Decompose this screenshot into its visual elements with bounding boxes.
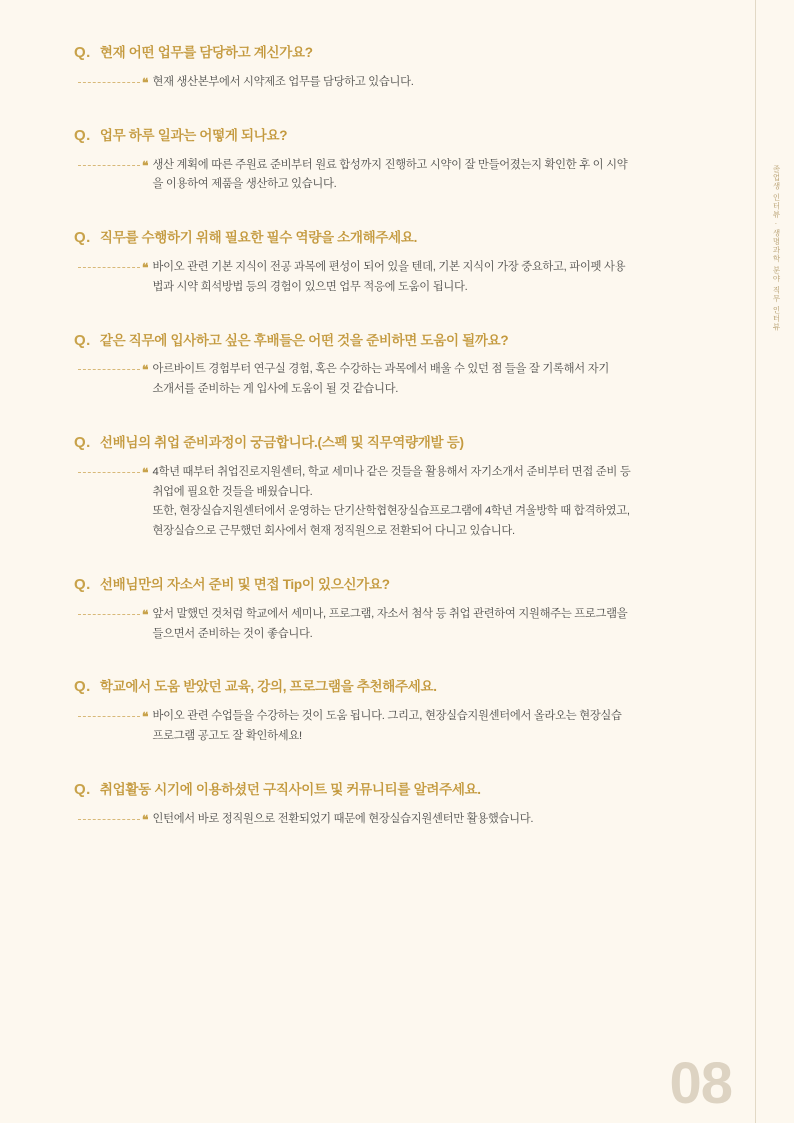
- quote-icon: ❝: [142, 607, 149, 622]
- quote-icon: ❝: [142, 158, 149, 173]
- quote-icon: ❝: [142, 812, 149, 827]
- question-text: 현재 어떤 업무를 담당하고 계신가요?: [99, 45, 313, 60]
- dashed-connector: [78, 819, 140, 820]
- question-text: 선배님만의 자소서 준비 및 면접 Tip이 있으신가요?: [99, 576, 390, 592]
- question-marker: Q.: [74, 126, 91, 144]
- page-side-label: 졸업생 인터뷰 · 생명과학 분야 직무 인터뷰: [772, 165, 781, 332]
- answer-row: [74, 73, 724, 93]
- qa-item: [74, 434, 724, 542]
- answer-row: [74, 258, 724, 298]
- quote-icon: ❝: [142, 260, 149, 275]
- dashed-connector: [78, 614, 140, 615]
- answer-line: 앞서 말했던 것처럼 학교에서 세미나, 프로그램, 자소서 첨삭 등 취업 관련하여 지원해주는 프로그램을: [152, 607, 628, 620]
- question-text: 같은 직무에 입사하고 싶은 후배들은 어떤 것을 준비하면 도움이 될까요?: [99, 332, 509, 348]
- answer-row: [74, 360, 724, 400]
- answer-text: [152, 707, 621, 747]
- answer-text: [152, 463, 630, 542]
- answer-line: 취업에 필요한 것들을 배웠습니다.: [152, 485, 313, 498]
- question-text: 선배님의 취업 준비과정이 궁금합니다.(스펙 및 직무역량개발 등): [99, 434, 464, 450]
- answer-text: [152, 810, 533, 830]
- question-row: [74, 678, 724, 697]
- answer-text: [152, 73, 413, 93]
- qa-item: [74, 127, 724, 195]
- answer-text: [152, 156, 627, 196]
- question-marker: Q.: [74, 229, 91, 247]
- qa-item: [74, 576, 724, 644]
- question-text: 학교에서 도움 받았던 교육, 강의, 프로그램을 추천해주세요.: [99, 679, 437, 695]
- question-text: 업무 하루 일과는 어떻게 되나요?: [99, 127, 288, 143]
- answer-line: 인턴에서 바로 정직원으로 전환되었기 때문에 현장실습지원센터만 활용했습니다.: [152, 812, 534, 825]
- answer-line: 바이오 관련 기본 지식이 전공 과목에 편성이 되어 있을 텐데, 기본 지식이 가장 중요하고, 파이펫 사용: [152, 260, 626, 273]
- dashed-connector: [78, 165, 140, 166]
- dashed-connector: [78, 82, 140, 83]
- answer-line: 아르바이트 경험부터 연구실 경험, 혹은 수강하는 과목에서 배울 수 있던 점 들을 잘 기록해서 자기: [152, 363, 609, 376]
- answer-line: 바이오 관련 수업들을 수강하는 것이 도움 됩니다. 그리고, 현장실습지원센터에서 올라오는 현장실습: [152, 710, 622, 723]
- answer-line: 들으면서 준비하는 것이 좋습니다.: [152, 627, 313, 640]
- question-row: [74, 127, 724, 146]
- question-row: [74, 44, 724, 63]
- answer-line: 을 이용하여 제품을 생산하고 있습니다.: [152, 178, 337, 191]
- dashed-connector: [78, 472, 140, 473]
- question-marker: Q.: [74, 44, 91, 61]
- qa-item: [74, 332, 724, 400]
- question-marker: Q.: [74, 331, 91, 349]
- answer-line: 소개서를 준비하는 게 입사에 도움이 될 것 같습니다.: [152, 383, 399, 396]
- question-text: 취업활동 시기에 이용하셨던 구직사이트 및 커뮤니티를 알려주세요.: [99, 781, 481, 797]
- quote-icon: ❝: [142, 710, 149, 725]
- answer-row: [74, 463, 724, 542]
- page-right-rule: [755, 0, 756, 1123]
- qa-item: [74, 44, 724, 93]
- quote-icon: ❝: [142, 363, 149, 378]
- qa-item: [74, 781, 724, 830]
- dashed-connector: [78, 267, 140, 268]
- answer-row: [74, 707, 724, 747]
- quote-icon: ❝: [142, 75, 149, 90]
- question-marker: Q.: [74, 433, 91, 451]
- question-row: [74, 576, 724, 595]
- answer-line: 프로그램 공고도 잘 확인하세요!: [152, 729, 302, 742]
- answer-line: 현재 생산본부에서 시약제조 업무를 담당하고 있습니다.: [152, 75, 414, 88]
- answer-line: 또한, 현장실습지원센터에서 운영하는 단기산학협현장실습프로그램에 4학년 겨울방학 때 합격하였고,: [152, 505, 630, 518]
- answer-line: 4학년 때부터 취업진로지원센터, 학교 세미나 같은 것들을 활용해서 자기소개서 준비부터 면접 준비 등: [152, 465, 631, 478]
- question-row: [74, 434, 724, 453]
- answer-text: [152, 360, 608, 400]
- dashed-connector: [78, 716, 140, 717]
- question-text: 직무를 수행하기 위해 필요한 필수 역량을 소개해주세요.: [99, 230, 418, 246]
- answer-line: 현장실습으로 근무했던 회사에서 현재 정직원으로 전환되어 다니고 있습니다.: [152, 525, 515, 538]
- qa-item: [74, 229, 724, 297]
- question-row: [74, 781, 724, 800]
- answer-text: [152, 258, 625, 298]
- answer-row: [74, 605, 724, 645]
- question-marker: Q.: [74, 575, 91, 593]
- qa-list: [74, 44, 724, 863]
- question-row: [74, 229, 724, 248]
- question-marker: Q.: [74, 678, 91, 696]
- page-number: 08: [669, 1051, 732, 1116]
- answer-line: 생산 계획에 따른 주원료 준비부터 원료 합성까지 진행하고 시약이 잘 만들어졌는지 확인한 후 이 시약: [152, 158, 628, 171]
- answer-row: [74, 156, 724, 196]
- quote-icon: ❝: [142, 465, 149, 480]
- answer-text: [152, 605, 627, 645]
- answer-row: [74, 810, 724, 830]
- qa-item: [74, 678, 724, 746]
- answer-line: 법과 시약 희석방법 등의 경험이 있으면 업무 적응에 도움이 됩니다.: [152, 280, 468, 293]
- question-row: [74, 332, 724, 351]
- question-marker: Q.: [74, 780, 91, 798]
- dashed-connector: [78, 369, 140, 370]
